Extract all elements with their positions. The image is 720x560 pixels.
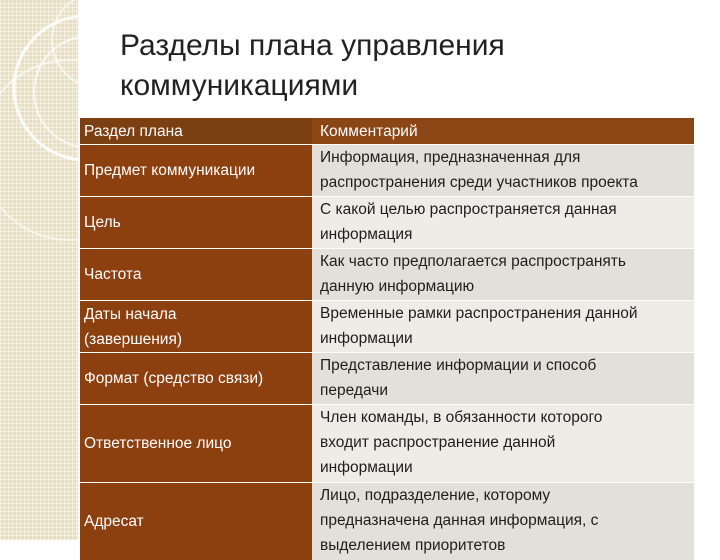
- slide-title: [120, 26, 680, 106]
- header-section-cell: Раздел плана: [80, 118, 312, 144]
- section-text: Предмет коммуникации: [84, 162, 256, 179]
- section-text: Адресат: [84, 513, 144, 530]
- section-text: Ответственное лицо: [84, 435, 232, 452]
- comment-cell: [312, 405, 694, 482]
- decorative-arcs: [0, 0, 78, 540]
- table-row: [80, 248, 694, 300]
- comment-text: выделением приоритетов: [320, 537, 506, 554]
- table-row: [80, 404, 694, 482]
- sections-table: [80, 118, 694, 560]
- slide-title-line-2: коммуникациями: [120, 69, 359, 102]
- table-body: [80, 144, 694, 560]
- section-text: Формат (средство связи): [84, 370, 264, 387]
- comment-text: входит распространение данной: [320, 434, 556, 451]
- comment-text: С какой целью распространяется данная: [320, 201, 617, 218]
- comment-cell: [312, 353, 694, 404]
- section-cell: [80, 405, 312, 482]
- section-cell: [80, 197, 312, 248]
- comment-cell: [312, 249, 694, 300]
- comment-text: предназначена данная информация, с: [320, 512, 599, 529]
- comment-text: информации: [320, 459, 413, 476]
- table-row: [80, 196, 694, 248]
- comment-text: Представление информации и способ: [320, 357, 597, 374]
- comment-text: информации: [320, 330, 413, 347]
- comment-cell: [312, 145, 694, 196]
- comment-text: данную информацию: [320, 278, 475, 295]
- section-text: Частота: [84, 266, 142, 283]
- table-row: [80, 300, 694, 352]
- comment-text: передачи: [320, 382, 388, 399]
- comment-text: Лицо, подразделение, которому: [320, 487, 551, 504]
- slide-title-line-1: Разделы плана управления: [120, 29, 505, 62]
- header-comment-cell: Комментарий: [312, 118, 694, 144]
- section-text: Даты начала: [84, 305, 177, 323]
- table-row: [80, 144, 694, 196]
- section-cell: [80, 145, 312, 196]
- comment-text: распространения среди участников проекта: [320, 174, 638, 191]
- comment-cell: [312, 483, 694, 560]
- decorative-sidebar: [0, 0, 78, 540]
- section-cell: [80, 353, 312, 404]
- comment-cell: [312, 197, 694, 248]
- comment-text: Информация, предназначенная для: [320, 149, 581, 166]
- section-text: Цель: [84, 214, 121, 231]
- comment-text: Как часто предполагается распространять: [320, 253, 626, 270]
- section-cell: [80, 301, 312, 352]
- comment-cell: [312, 301, 694, 352]
- table-row: [80, 352, 694, 404]
- section-cell: [80, 249, 312, 300]
- section-text: (завершения): [84, 330, 183, 348]
- section-cell: [80, 483, 312, 560]
- comment-text: Член команды, в обязанности которого: [320, 409, 603, 426]
- table-row: [80, 482, 694, 560]
- comment-text: информация: [320, 226, 413, 243]
- comment-text: Временные рамки распространения данной: [320, 305, 638, 322]
- table-header-row: [80, 118, 694, 144]
